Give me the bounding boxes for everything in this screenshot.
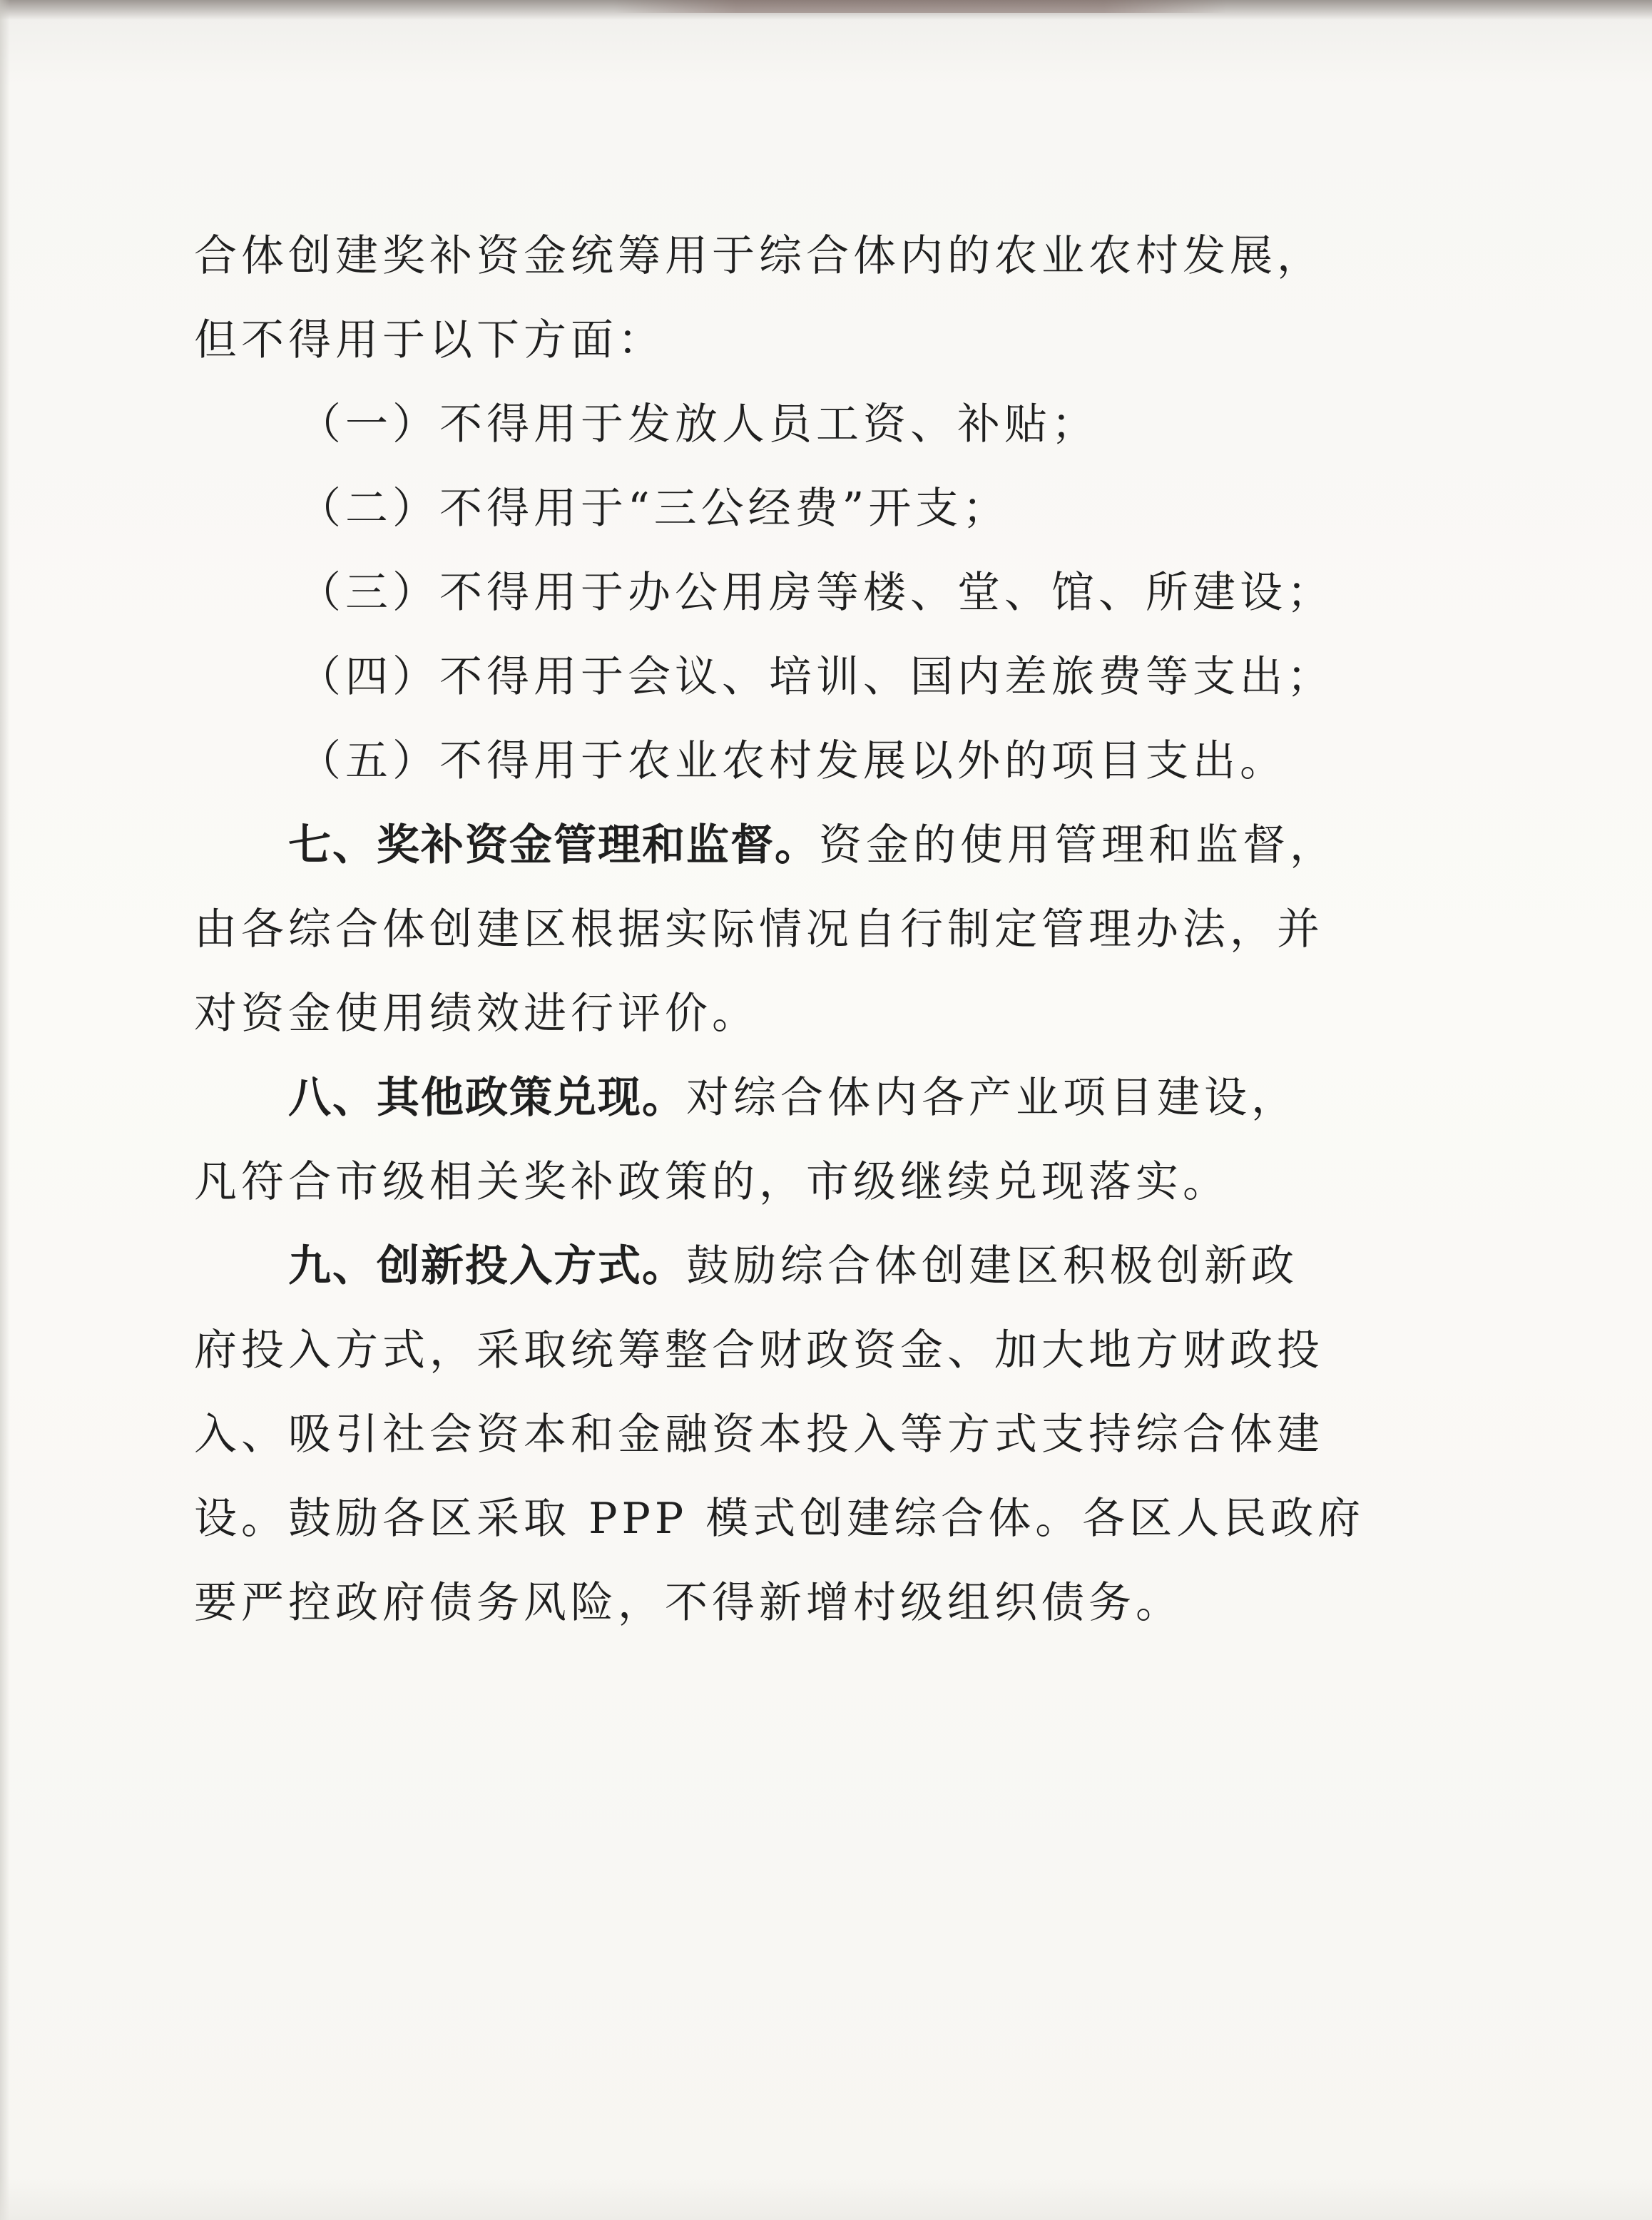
section-8-first-line [194, 1056, 1364, 1140]
paragraph-text: 对综合体内各产业项目建设， [686, 1073, 1298, 1123]
document-body [194, 214, 1364, 1645]
list-item: （五）不得用于农业农村发展以外的项目支出。 [298, 736, 1287, 786]
section-9-first-line [194, 1224, 1364, 1308]
paragraph-line: 但不得用于以下方面： [194, 315, 665, 365]
paragraph-line: 要严控政府债务风险，不得新增村级组织债务。 [194, 1578, 1183, 1628]
paragraph-line: 由各综合体创建区根据实际情况自行制定管理办法，并 [194, 905, 1324, 954]
paragraph-line: 设。鼓励各区采取 PPP 模式创建综合体。各区人民政府 [194, 1494, 1365, 1544]
section-heading: 七、奖补资金管理和监督。 [288, 820, 819, 870]
scan-left-edge [0, 0, 10, 2220]
section-heading: 九、创新投入方式。 [288, 1241, 686, 1291]
section-7-first-line [194, 803, 1364, 887]
paragraph-line: 府投入方式，采取统筹整合财政资金、加大地方财政投 [194, 1325, 1324, 1375]
paragraph-line: 对资金使用绩效进行评价。 [194, 989, 759, 1039]
list-item: （四）不得用于会议、培训、国内差旅费等支出； [298, 652, 1334, 702]
section-heading: 八、其他政策兑现。 [288, 1073, 686, 1123]
paragraph-text: 鼓励综合体创建区积极创新政 [686, 1241, 1298, 1291]
list-item: （二）不得用于“三公经费”开支； [298, 484, 1010, 534]
paragraph-line: 合体创建奖补资金统筹用于综合体内的农业农村发展， [194, 231, 1324, 281]
paragraph-line: 凡符合市级相关奖补政策的，市级继续兑现落实。 [194, 1157, 1230, 1207]
paragraph-line: 入、吸引社会资本和金融资本投入等方式支持综合体建 [194, 1410, 1324, 1460]
scan-binding-mark [613, 0, 1227, 13]
list-item: （三）不得用于办公用房等楼、堂、馆、所建设； [298, 568, 1334, 618]
list-item: （一）不得用于发放人员工资、补贴； [298, 399, 1098, 449]
paragraph-text: 资金的使用管理和监督， [819, 820, 1337, 870]
scan-bottom-fade [0, 2177, 1652, 2220]
